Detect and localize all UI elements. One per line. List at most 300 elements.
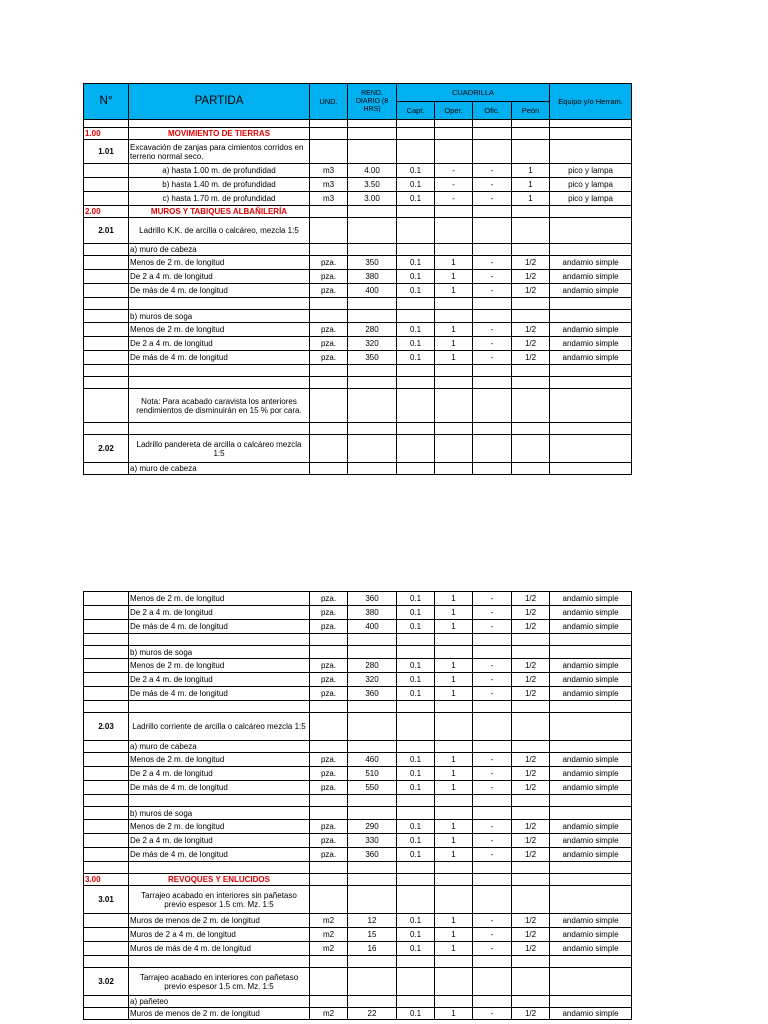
empty-cell	[473, 244, 512, 256]
empty-cell	[550, 435, 632, 463]
empty-cell	[397, 365, 435, 377]
empty-cell	[310, 956, 348, 968]
operario-cell: 1	[435, 659, 473, 673]
operario-cell: 1	[435, 323, 473, 337]
rendimiento-cell: 12	[348, 914, 397, 928]
rendimiento-cell: 360	[348, 687, 397, 701]
oficial-cell: -	[473, 351, 512, 365]
empty-cell	[397, 463, 435, 475]
empty-cell	[512, 377, 550, 389]
equipo-cell: andamio simple	[550, 284, 632, 298]
empty-cell	[310, 365, 348, 377]
section-number: 2.00	[84, 206, 129, 218]
table-row	[84, 834, 632, 848]
unit-cell: m2	[310, 1008, 348, 1020]
partida-description: Menos de 2 m. de longitud	[129, 592, 310, 606]
table-row	[84, 848, 632, 862]
table-row	[84, 606, 632, 620]
empty-cell	[512, 956, 550, 968]
capataz-cell: 0.1	[397, 942, 435, 956]
empty-cell	[310, 389, 348, 423]
empty-cell	[84, 256, 129, 270]
empty-cell	[84, 701, 129, 713]
oficial-cell: -	[473, 592, 512, 606]
empty-cell	[397, 310, 435, 323]
empty-cell	[435, 713, 473, 741]
empty-cell	[473, 218, 512, 244]
item-number: 2.01	[84, 218, 129, 244]
equipo-cell: andamio simple	[550, 673, 632, 687]
capataz-cell: 0.1	[397, 351, 435, 365]
empty-cell	[435, 807, 473, 820]
subheading-text: b) muros de soga	[129, 646, 310, 659]
empty-cell	[512, 874, 550, 886]
note-text: Nota: Para acabado caravista los anteriores rendimientos de disminuirán en 15 % por cara.	[129, 389, 310, 423]
item-description: Tarrajeo acabado en interiores con pañetaso previo espesor 1.5 cm. Mz. 1:5	[129, 968, 310, 996]
capataz-cell: 0.1	[397, 178, 435, 192]
equipo-cell: andamio simple	[550, 687, 632, 701]
empty-cell	[550, 365, 632, 377]
empty-cell	[512, 463, 550, 475]
empty-cell	[348, 874, 397, 886]
empty-cell	[512, 128, 550, 140]
empty-cell	[84, 606, 129, 620]
oficial-cell: -	[473, 753, 512, 767]
empty-cell	[473, 120, 512, 128]
equipo-cell: andamio simple	[550, 337, 632, 351]
empty-cell	[397, 886, 435, 914]
unit-cell: pza.	[310, 848, 348, 862]
empty-cell	[348, 128, 397, 140]
capataz-cell: 0.1	[397, 781, 435, 795]
empty-cell	[84, 310, 129, 323]
partida-description: Menos de 2 m. de longitud	[129, 820, 310, 834]
peon-cell: 1/2	[512, 942, 550, 956]
empty-cell	[512, 741, 550, 753]
empty-cell	[473, 389, 512, 423]
empty-cell	[129, 377, 310, 389]
oficial-cell: -	[473, 687, 512, 701]
item-number: 3.02	[84, 968, 129, 996]
operario-cell: 1	[435, 781, 473, 795]
capataz-cell: 0.1	[397, 820, 435, 834]
header-oper: Oper.	[435, 102, 473, 120]
empty-cell	[550, 389, 632, 423]
peon-cell: 1/2	[512, 687, 550, 701]
empty-cell	[84, 956, 129, 968]
item-number: 3.01	[84, 886, 129, 914]
empty-cell	[435, 206, 473, 218]
empty-cell	[435, 389, 473, 423]
header-cuadrilla: CUADRILLA	[397, 84, 550, 102]
empty-cell	[473, 996, 512, 1008]
empty-cell	[348, 701, 397, 713]
partida-description: Muros de menos de 2 m. de longitud	[129, 914, 310, 928]
empty-cell	[512, 423, 550, 435]
empty-cell	[84, 862, 129, 874]
empty-cell	[310, 807, 348, 820]
capataz-cell: 0.1	[397, 164, 435, 178]
section-number: 1.00	[84, 128, 129, 140]
empty-cell	[84, 928, 129, 942]
section-row	[84, 206, 632, 218]
empty-cell	[129, 365, 310, 377]
empty-cell	[310, 634, 348, 646]
sheet-page-1	[83, 83, 631, 475]
rendimiento-cell: 360	[348, 848, 397, 862]
empty-cell	[550, 377, 632, 389]
empty-cell	[397, 218, 435, 244]
empty-cell	[84, 298, 129, 310]
empty-cell	[348, 218, 397, 244]
table-row	[84, 673, 632, 687]
empty-cell	[550, 423, 632, 435]
partida-description: Menos de 2 m. de longitud	[129, 323, 310, 337]
operario-cell: 1	[435, 592, 473, 606]
empty-cell	[348, 463, 397, 475]
empty-cell	[84, 914, 129, 928]
empty-cell	[310, 423, 348, 435]
empty-cell	[512, 244, 550, 256]
empty-cell	[84, 463, 129, 475]
empty-cell	[397, 741, 435, 753]
peon-cell: 1/2	[512, 767, 550, 781]
item-row	[84, 713, 632, 741]
rendimiento-cell: 510	[348, 767, 397, 781]
sheet-page-2	[83, 591, 631, 1020]
rendimiento-cell: 15	[348, 928, 397, 942]
empty-cell	[348, 956, 397, 968]
empty-cell	[397, 140, 435, 164]
rendimiento-cell: 460	[348, 753, 397, 767]
peon-cell: 1/2	[512, 284, 550, 298]
empty-cell	[473, 140, 512, 164]
table-row	[84, 914, 632, 928]
empty-cell	[348, 741, 397, 753]
empty-cell	[310, 646, 348, 659]
empty-cell	[512, 140, 550, 164]
empty-cell	[435, 120, 473, 128]
subheading-row	[84, 463, 632, 475]
operario-cell: 1	[435, 848, 473, 862]
operario-cell: 1	[435, 914, 473, 928]
equipo-cell: andamio simple	[550, 351, 632, 365]
subheading-row	[84, 244, 632, 256]
empty-cell	[129, 701, 310, 713]
empty-cell	[84, 389, 129, 423]
empty-cell	[550, 128, 632, 140]
capataz-cell: 0.1	[397, 673, 435, 687]
partida-description: De más de 4 m. de longitud	[129, 620, 310, 634]
empty-cell	[348, 244, 397, 256]
rendimiento-cell: 550	[348, 781, 397, 795]
operario-cell: 1	[435, 687, 473, 701]
unit-cell: pza.	[310, 620, 348, 634]
empty-cell	[435, 996, 473, 1008]
empty-cell	[550, 140, 632, 164]
empty-cell	[84, 323, 129, 337]
empty-cell	[550, 956, 632, 968]
empty-cell	[397, 435, 435, 463]
rendimiento-cell: 3.00	[348, 192, 397, 206]
empty-cell	[435, 365, 473, 377]
subheading-text: a) muro de cabeza	[129, 244, 310, 256]
empty-cell	[310, 120, 348, 128]
empty-cell	[84, 781, 129, 795]
empty-cell	[397, 244, 435, 256]
empty-cell	[348, 310, 397, 323]
empty-cell	[435, 795, 473, 807]
unit-cell: pza.	[310, 820, 348, 834]
empty-cell	[84, 192, 129, 206]
empty-cell	[397, 298, 435, 310]
oficial-cell: -	[473, 781, 512, 795]
subheading-text: a) pañeteo	[129, 996, 310, 1008]
header-rend: REND. DIARIO (8 HRS)	[348, 84, 397, 120]
empty-cell	[512, 120, 550, 128]
operario-cell: 1	[435, 1008, 473, 1020]
empty-cell	[397, 795, 435, 807]
empty-cell	[550, 741, 632, 753]
empty-cell	[310, 377, 348, 389]
unit-cell: pza.	[310, 753, 348, 767]
oficial-cell: -	[473, 673, 512, 687]
unit-cell: pza.	[310, 284, 348, 298]
subheading-row	[84, 646, 632, 659]
empty-cell	[348, 807, 397, 820]
empty-cell	[84, 820, 129, 834]
empty-cell	[512, 218, 550, 244]
empty-cell	[435, 298, 473, 310]
partida-description: De más de 4 m. de longitud	[129, 284, 310, 298]
header-und: UND.	[310, 84, 348, 120]
empty-cell	[129, 795, 310, 807]
empty-cell	[550, 886, 632, 914]
peon-cell: 1/2	[512, 834, 550, 848]
blank-row	[84, 423, 632, 435]
empty-cell	[512, 701, 550, 713]
peon-cell: 1/2	[512, 270, 550, 284]
partida-description: De más de 4 m. de longitud	[129, 848, 310, 862]
empty-cell	[435, 741, 473, 753]
empty-cell	[129, 298, 310, 310]
oficial-cell: -	[473, 192, 512, 206]
item-description: Tarrajeo acabado en interiores sin pañetaso previo espesor 1.5 cm. Mz. 1:5	[129, 886, 310, 914]
header-n: N°	[84, 84, 129, 120]
unit-cell: pza.	[310, 592, 348, 606]
oficial-cell: -	[473, 942, 512, 956]
blank-row	[84, 634, 632, 646]
table-body-2	[84, 592, 632, 1020]
partida-description: De 2 a 4 m. de longitud	[129, 337, 310, 351]
item-description: Ladrillo pandereta de arcilla o calcáreo mezcla 1:5	[129, 435, 310, 463]
peon-cell: 1/2	[512, 337, 550, 351]
empty-cell	[348, 298, 397, 310]
empty-cell	[84, 795, 129, 807]
empty-cell	[397, 646, 435, 659]
empty-cell	[129, 862, 310, 874]
rendimiento-cell: 320	[348, 337, 397, 351]
rendimiento-cell: 280	[348, 323, 397, 337]
empty-cell	[473, 634, 512, 646]
partida-description: De más de 4 m. de longitud	[129, 687, 310, 701]
empty-cell	[473, 968, 512, 996]
empty-cell	[397, 701, 435, 713]
peon-cell: 1	[512, 192, 550, 206]
empty-cell	[397, 713, 435, 741]
empty-cell	[397, 807, 435, 820]
empty-cell	[84, 753, 129, 767]
empty-cell	[397, 120, 435, 128]
table-row	[84, 659, 632, 673]
operario-cell: 1	[435, 673, 473, 687]
subheading-row	[84, 807, 632, 820]
empty-cell	[550, 968, 632, 996]
peon-cell: 1	[512, 164, 550, 178]
section-title: MUROS Y TABIQUES ALBAÑILERÍA	[129, 206, 310, 218]
empty-cell	[473, 701, 512, 713]
empty-cell	[348, 389, 397, 423]
empty-cell	[550, 996, 632, 1008]
capataz-cell: 0.1	[397, 767, 435, 781]
blank-row	[84, 377, 632, 389]
rendimiento-cell: 320	[348, 673, 397, 687]
unit-cell: m2	[310, 914, 348, 928]
empty-cell	[84, 687, 129, 701]
empty-cell	[348, 206, 397, 218]
empty-cell	[550, 218, 632, 244]
subheading-row	[84, 741, 632, 753]
empty-cell	[310, 886, 348, 914]
empty-cell	[397, 996, 435, 1008]
empty-cell	[473, 741, 512, 753]
partida-description: De más de 4 m. de longitud	[129, 351, 310, 365]
equipo-cell: andamio simple	[550, 659, 632, 673]
equipo-cell: pico y lampa	[550, 192, 632, 206]
empty-cell	[435, 140, 473, 164]
header-ofic: Ofic.	[473, 102, 512, 120]
partida-description: Muros de 2 a 4 m. de longitud	[129, 928, 310, 942]
empty-cell	[310, 874, 348, 886]
empty-cell	[550, 874, 632, 886]
empty-cell	[84, 351, 129, 365]
empty-cell	[310, 310, 348, 323]
empty-cell	[397, 874, 435, 886]
peon-cell: 1/2	[512, 753, 550, 767]
subheading-text: a) muro de cabeza	[129, 463, 310, 475]
empty-cell	[84, 423, 129, 435]
peon-cell: 1/2	[512, 620, 550, 634]
oficial-cell: -	[473, 337, 512, 351]
operario-cell: 1	[435, 928, 473, 942]
item-number: 2.02	[84, 435, 129, 463]
capataz-cell: 0.1	[397, 284, 435, 298]
table-row	[84, 820, 632, 834]
partida-description: De 2 a 4 m. de longitud	[129, 606, 310, 620]
capataz-cell: 0.1	[397, 848, 435, 862]
empty-cell	[512, 795, 550, 807]
unit-cell: m3	[310, 178, 348, 192]
operario-cell: 1	[435, 767, 473, 781]
blank-row	[84, 956, 632, 968]
table-row	[84, 687, 632, 701]
item-description: Excavación de zanjas para cimientos corridos en terreno normal seco.	[129, 140, 310, 164]
table-row	[84, 1008, 632, 1020]
item-number: 1.01	[84, 140, 129, 164]
empty-cell	[84, 634, 129, 646]
empty-cell	[84, 244, 129, 256]
blank-row	[84, 120, 632, 128]
empty-cell	[310, 463, 348, 475]
empty-cell	[348, 646, 397, 659]
unit-cell: m2	[310, 928, 348, 942]
empty-cell	[84, 120, 129, 128]
oficial-cell: -	[473, 178, 512, 192]
empty-cell	[348, 795, 397, 807]
capataz-cell: 0.1	[397, 753, 435, 767]
item-row	[84, 218, 632, 244]
partida-description: a) hasta 1.00 m. de profundidad	[129, 164, 310, 178]
empty-cell	[473, 862, 512, 874]
rendimiento-cell: 400	[348, 284, 397, 298]
empty-cell	[84, 848, 129, 862]
empty-cell	[550, 795, 632, 807]
operario-cell: 1	[435, 337, 473, 351]
empty-cell	[310, 713, 348, 741]
peon-cell: 1/2	[512, 592, 550, 606]
capataz-cell: 0.1	[397, 256, 435, 270]
empty-cell	[473, 365, 512, 377]
equipo-cell: pico y lampa	[550, 178, 632, 192]
rendimiento-cell: 280	[348, 659, 397, 673]
table-row	[84, 164, 632, 178]
empty-cell	[310, 140, 348, 164]
rendimiento-cell: 290	[348, 820, 397, 834]
operario-cell: -	[435, 178, 473, 192]
empty-cell	[84, 942, 129, 956]
empty-cell	[310, 218, 348, 244]
empty-cell	[473, 298, 512, 310]
empty-cell	[84, 164, 129, 178]
table-row	[84, 753, 632, 767]
oficial-cell: -	[473, 820, 512, 834]
table-row	[84, 337, 632, 351]
empty-cell	[84, 365, 129, 377]
empty-cell	[435, 968, 473, 996]
equipo-cell: andamio simple	[550, 848, 632, 862]
empty-cell	[310, 701, 348, 713]
empty-cell	[129, 423, 310, 435]
unit-cell: pza.	[310, 606, 348, 620]
capataz-cell: 0.1	[397, 914, 435, 928]
equipo-cell: andamio simple	[550, 1008, 632, 1020]
rendimiento-cell: 16	[348, 942, 397, 956]
partida-description: c) hasta 1.70 m. de profundidad	[129, 192, 310, 206]
item-row	[84, 140, 632, 164]
table-row	[84, 928, 632, 942]
table-row	[84, 351, 632, 365]
unit-cell: m3	[310, 164, 348, 178]
equipo-cell: andamio simple	[550, 914, 632, 928]
capataz-cell: 0.1	[397, 606, 435, 620]
unit-cell: pza.	[310, 256, 348, 270]
empty-cell	[473, 713, 512, 741]
empty-cell	[512, 968, 550, 996]
operario-cell: 1	[435, 620, 473, 634]
empty-cell	[435, 377, 473, 389]
empty-cell	[84, 284, 129, 298]
capataz-cell: 0.1	[397, 270, 435, 284]
